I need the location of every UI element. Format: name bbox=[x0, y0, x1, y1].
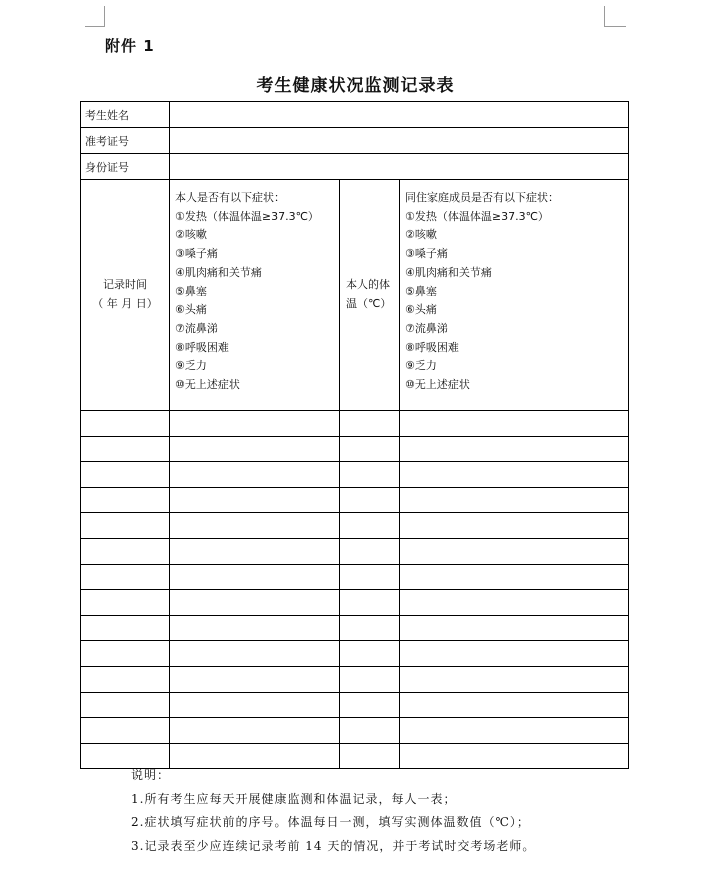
family-symptom-cell[interactable] bbox=[400, 487, 629, 513]
self-temperature-cell[interactable] bbox=[340, 436, 400, 462]
symptom-item: ⑥头痛 bbox=[405, 303, 437, 317]
symptom-item: ⑩无上述症状 bbox=[405, 378, 470, 392]
record-time-header: 记录时间 （ 年 月 日） bbox=[81, 180, 170, 411]
record-row bbox=[81, 462, 629, 488]
self-symptom-cell[interactable] bbox=[170, 692, 340, 718]
record-date-cell[interactable] bbox=[81, 666, 170, 692]
self-symptom-cell[interactable] bbox=[170, 615, 340, 641]
symptom-item: ⑤鼻塞 bbox=[175, 284, 207, 298]
self-symptom-cell[interactable] bbox=[170, 411, 340, 437]
info-row-ticket bbox=[81, 128, 629, 154]
header-row bbox=[81, 180, 629, 411]
self-temperature-cell[interactable] bbox=[340, 590, 400, 616]
self-temperature-cell[interactable] bbox=[340, 538, 400, 564]
self-symptom-cell[interactable] bbox=[170, 436, 340, 462]
family-symptoms-header: 同住家庭成员是否有以下症状： ①发热（体温体温≥37.3℃） ②咳嗽 ③嗓子痛 ④肌肉痛和关节痛 ⑤鼻塞 ⑥头痛 ⑦流鼻涕 ⑧呼吸困难 ⑨乏力 ⑩无上述症状 bbox=[400, 180, 629, 411]
family-symptom-cell[interactable] bbox=[400, 692, 629, 718]
record-date-cell[interactable] bbox=[81, 411, 170, 437]
family-symptom-cell[interactable] bbox=[400, 615, 629, 641]
notes-section bbox=[131, 764, 535, 858]
symptom-item: ⑨乏力 bbox=[405, 359, 437, 373]
symptom-item: ⑤鼻塞 bbox=[405, 284, 437, 298]
record-date-cell[interactable] bbox=[81, 590, 170, 616]
family-symptom-cell[interactable] bbox=[400, 513, 629, 539]
self-temperature-cell[interactable] bbox=[340, 718, 400, 744]
symptom-item: ⑦流鼻涕 bbox=[175, 321, 218, 335]
record-row bbox=[81, 513, 629, 539]
record-date-cell[interactable] bbox=[81, 462, 170, 488]
note-item: 2.症状填写症状前的序号。体温每日一测，填写实测体温数值（℃）； bbox=[131, 815, 530, 829]
self-symptom-cell[interactable] bbox=[170, 666, 340, 692]
self-temperature-cell[interactable] bbox=[340, 462, 400, 488]
info-label: 考生姓名 bbox=[81, 102, 170, 128]
family-symptom-cell[interactable] bbox=[400, 538, 629, 564]
record-date-cell[interactable] bbox=[81, 436, 170, 462]
self-symptom-cell[interactable] bbox=[170, 487, 340, 513]
symptom-item: ⑥头痛 bbox=[175, 303, 207, 317]
self-temperature-cell[interactable] bbox=[340, 666, 400, 692]
self-symptom-cell[interactable] bbox=[170, 538, 340, 564]
info-row-name bbox=[81, 102, 629, 128]
family-symptom-cell[interactable] bbox=[400, 641, 629, 667]
info-row-id bbox=[81, 154, 629, 180]
self-temperature-cell[interactable] bbox=[340, 615, 400, 641]
symptom-item: ⑧呼吸困难 bbox=[175, 340, 229, 354]
record-row bbox=[81, 666, 629, 692]
self-symptom-cell[interactable] bbox=[170, 641, 340, 667]
family-symptom-cell[interactable] bbox=[400, 590, 629, 616]
symptom-item: ②咳嗽 bbox=[175, 228, 207, 242]
symptom-item: ②咳嗽 bbox=[405, 228, 437, 242]
record-row bbox=[81, 411, 629, 437]
record-date-cell[interactable] bbox=[81, 615, 170, 641]
note-item: 3.记录表至少应连续记录考前 14 天的情况，并于考试时交考场老师。 bbox=[131, 838, 536, 853]
record-row bbox=[81, 718, 629, 744]
self-symptom-cell[interactable] bbox=[170, 718, 340, 744]
record-date-cell[interactable] bbox=[81, 564, 170, 590]
self-symptom-cell[interactable] bbox=[170, 513, 340, 539]
symptom-item: ④肌肉痛和关节痛 bbox=[405, 265, 492, 279]
record-row bbox=[81, 692, 629, 718]
family-symptom-cell[interactable] bbox=[400, 666, 629, 692]
self-temperature-cell[interactable] bbox=[340, 411, 400, 437]
notes-heading: 说明： bbox=[131, 768, 171, 782]
self-temperature-cell[interactable] bbox=[340, 564, 400, 590]
symptom-item: ③嗓子痛 bbox=[405, 247, 448, 261]
info-label: 准考证号 bbox=[81, 128, 170, 154]
record-row bbox=[81, 564, 629, 590]
record-row bbox=[81, 487, 629, 513]
record-date-cell[interactable] bbox=[81, 538, 170, 564]
record-date-cell[interactable] bbox=[81, 513, 170, 539]
record-row bbox=[81, 615, 629, 641]
crop-mark-left bbox=[85, 6, 105, 27]
info-label: 身份证号 bbox=[81, 154, 170, 180]
record-date-cell[interactable] bbox=[81, 487, 170, 513]
symptom-item: ①发热（体温体温≥37.3℃） bbox=[175, 209, 319, 223]
crop-mark-right bbox=[604, 6, 626, 27]
self-temperature-header: 本人的体 温（℃） bbox=[340, 180, 400, 411]
symptom-item: ⑧呼吸困难 bbox=[405, 340, 459, 354]
family-symptom-cell[interactable] bbox=[400, 462, 629, 488]
health-record-table bbox=[80, 101, 629, 769]
symptom-item: ⑦流鼻涕 bbox=[405, 321, 448, 335]
family-symptom-cell[interactable] bbox=[400, 436, 629, 462]
record-row bbox=[81, 538, 629, 564]
self-symptom-cell[interactable] bbox=[170, 590, 340, 616]
record-date-cell[interactable] bbox=[81, 692, 170, 718]
symptom-item: ③嗓子痛 bbox=[175, 247, 218, 261]
record-row bbox=[81, 436, 629, 462]
symptom-item: ④肌肉痛和关节痛 bbox=[175, 265, 262, 279]
symptom-item: ⑩无上述症状 bbox=[175, 378, 240, 392]
self-temperature-cell[interactable] bbox=[340, 692, 400, 718]
self-temperature-cell[interactable] bbox=[340, 641, 400, 667]
name-field[interactable] bbox=[170, 102, 629, 128]
self-temperature-cell[interactable] bbox=[340, 513, 400, 539]
family-symptom-cell[interactable] bbox=[400, 718, 629, 744]
self-symptom-cell[interactable] bbox=[170, 462, 340, 488]
symptom-item: ⑨乏力 bbox=[175, 359, 207, 373]
record-row bbox=[81, 641, 629, 667]
self-symptom-cell[interactable] bbox=[170, 564, 340, 590]
form-title: 考生健康状况监测记录表 bbox=[256, 76, 455, 96]
self-symptoms-header: 本人是否有以下症状： ①发热（体温体温≥37.3℃） ②咳嗽 ③嗓子痛 ④肌肉痛和关节痛 ⑤鼻塞 ⑥头痛 ⑦流鼻涕 ⑧呼吸困难 ⑨乏力 ⑩无上述症状 bbox=[170, 180, 340, 411]
note-item: 1.所有考生应每天开展健康监测和体温记录，每人一表； bbox=[131, 791, 457, 806]
record-date-cell[interactable] bbox=[81, 718, 170, 744]
record-date-cell[interactable] bbox=[81, 641, 170, 667]
family-symptom-cell[interactable] bbox=[400, 411, 629, 437]
symptom-item: ①发热（体温体温≥37.3℃） bbox=[405, 209, 549, 223]
record-row bbox=[81, 590, 629, 616]
attachment-label: 附件 1 bbox=[105, 37, 155, 55]
id-number-field[interactable] bbox=[170, 154, 629, 180]
family-symptom-cell[interactable] bbox=[400, 564, 629, 590]
self-temperature-cell[interactable] bbox=[340, 487, 400, 513]
ticket-number-field[interactable] bbox=[170, 128, 629, 154]
